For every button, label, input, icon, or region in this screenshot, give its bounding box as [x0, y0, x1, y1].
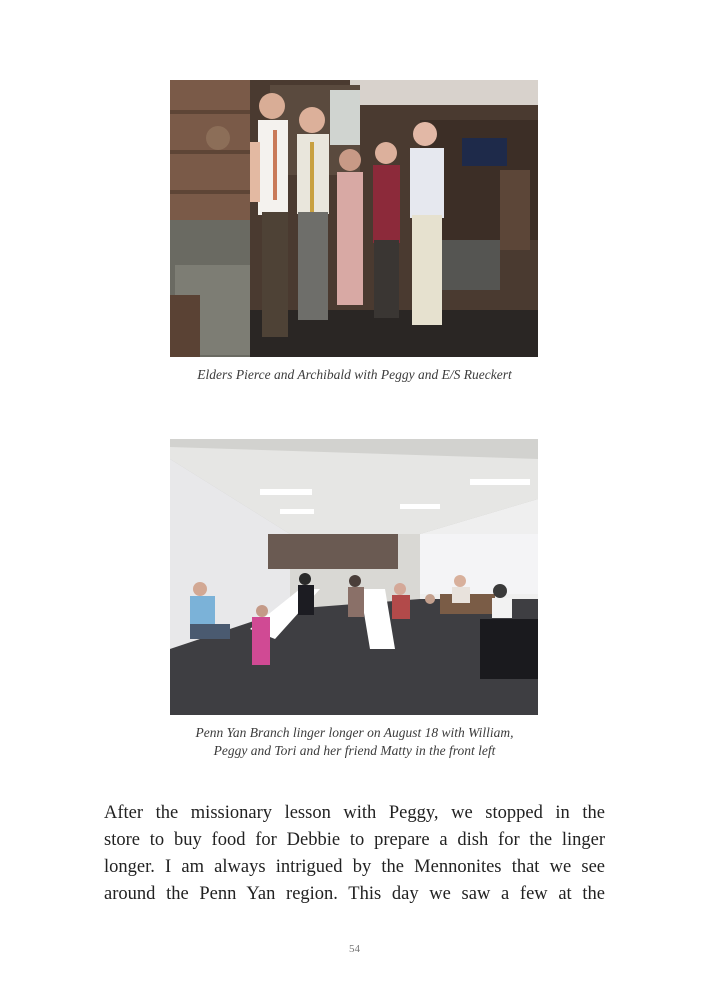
page-number: 54 — [349, 943, 360, 955]
body-paragraph — [104, 800, 605, 908]
body-line: longer. I am always intrigued by the Mennonites that we see — [104, 857, 605, 877]
caption-line: Peggy and Tori and her friend Matty in the front left — [213, 743, 496, 758]
photo-caption — [100, 724, 609, 760]
branch-photo — [170, 439, 538, 715]
caption-line: Elders Pierce and Archibald with Peggy and E/S Rueckert — [197, 367, 512, 382]
body-line: around the Penn Yan region. This day we saw a few at the — [104, 884, 605, 904]
body-line: store to buy food for Debbie to prepare a dish for the linger — [104, 830, 605, 850]
caption-line: Penn Yan Branch linger longer on August 18 with William, — [195, 725, 514, 740]
body-line: After the missionary lesson with Peggy, we stopped in the — [104, 803, 605, 823]
photo-caption — [100, 366, 609, 384]
elders-photo — [170, 80, 538, 357]
